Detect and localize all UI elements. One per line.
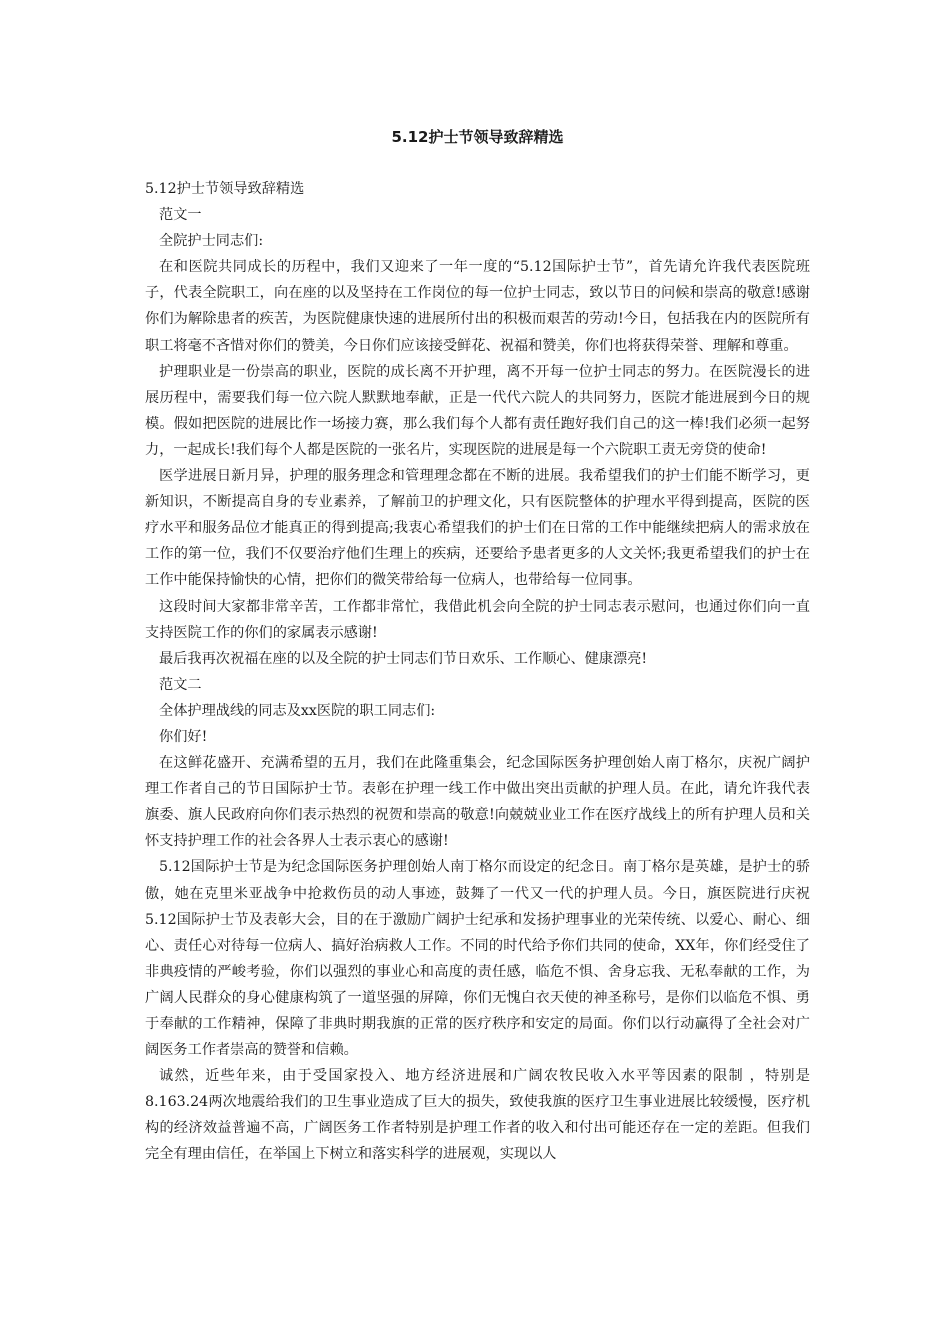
section-heading-2: 范文二 xyxy=(159,676,202,693)
greeting: 你们好! xyxy=(159,728,208,745)
paragraph: 在这鲜花盛开、充满希望的五月，我们在此隆重集会，纪念国际医务护理创始人南丁格尔，庆祝广阔护理工作者自己的节日国际护士节。表彰在护理一线工作中做出突出贡献的护理人员。在此，请允许我代表旗委、旗人民政府向你们表示热烈的祝贺和崇高的敬意!向兢兢业业工作在医疗战线上的所有护理人员和关怀支持护理工作的社会各界人士表示衷心的感谢! xyxy=(145,755,810,850)
document-subtitle: 5.12护士节领导致辞精选 xyxy=(145,181,305,197)
salutation-1: 全院护士同志们: xyxy=(159,233,264,250)
document-body xyxy=(145,176,810,1168)
paragraph: 5.12国际护士节是为纪念国际医务护理创始人南丁格尔而设定的纪念日。南丁格尔是英雄，是护士的骄傲，她在克里米亚战争中抢救伤员的动人事迹，鼓舞了一代又一代的护理人员。今日，旗医院进行庆祝5.12国际护士节及表彰大会，目的在于激励广阔护士纪承和发扬护理事业的光荣传统、以爱心、耐心、细心、责任心对待每一位病人、搞好治病救人工作。不同的时代给予你们共同的使命，XX年，你们经受住了非典疫情的严峻考验，你们以强烈的事业心和高度的责任感，临危不惧、舍身忘我、无私奉献的工作，为广阔人民群众的身心健康构筑了一道坚强的屏障，你们无愧白衣天使的神圣称号，是你们以临危不惧、勇于奉献的工作精神，保障了非典时期我旗的正常的医疗秩序和安定的局面。你们以行动赢得了全社会对广阔医务工作者崇高的赞誉和信赖。 xyxy=(145,859,810,1059)
document-title: 5.12护士节领导致辞精选 xyxy=(391,128,564,146)
paragraph: 最后我再次祝福在座的以及全院的护士同志们节日欢乐、工作顺心、健康漂亮! xyxy=(159,650,648,667)
paragraph: 护理职业是一份崇高的职业，医院的成长离不开护理，离不开每一位护士同志的努力。在医院漫长的进展历程中，需要我们每一位六院人默默地奉献，正是一代代六院人的共同努力，医院才能进展到今日的规模。假如把医院的进展比作一场接力赛，那么我们每个人都有责任跑好我们自己的这一棒!我们必须一起努力，一起成长!我们每个人都是医院的一张名片，实现医院的进展是每一个六院职工责无旁贷的使命! xyxy=(145,363,810,458)
paragraph: 医学进展日新月异，护理的服务理念和管理理念都在不断的进展。我希望我们的护士们能不断学习，更新知识，不断提高自身的专业素养，了解前卫的护理文化，只有医院整体的护理水平得到提高，医院的医疗水平和服务品位才能真正的得到提高;我衷心希望我们的护士们在日常的工作中能继续把病人的需求放在工作的第一位，我们不仅要治疗他们生理上的疾病，还要给予患者更多的人文关怀;我更希望我们的护士在工作中能保持愉快的心情，把你们的微笑带给每一位病人，也带给每一位同事。 xyxy=(145,468,810,589)
salutation-2: 全体护理战线的同志及xx医院的职工同志们: xyxy=(159,702,436,719)
paragraph: 诚然，近些年来，由于受国家投入、地方经济进展和广阔农牧民收入水平等因素的限制 ，特别是8.163.24两次地震给我们的卫生事业造成了巨大的损失，致使我旗的医疗卫生事业进展比较缓慢，医疗机构的经济效益普遍不高，广阔医务工作者特别是护理工作者的收入和付出可能还存在一定的差距。但我们完全有理由信任，在举国上下树立和落实科学的进展观，实现以人 xyxy=(145,1068,810,1163)
paragraph: 这段时间大家都非常辛苦，工作都非常忙，我借此机会向全院的护士同志表示慰问，也通过你们向一直支持医院工作的你们的家属表示感谢! xyxy=(145,598,810,641)
section-heading-1: 范文一 xyxy=(159,207,202,224)
paragraph: 在和医院共同成长的历程中，我们又迎来了一年一度的“5.12国际护士节”，首先请允许我代表医院班子，代表全院职工，向在座的以及坚持在工作岗位的每一位护士同志，致以节日的问候和崇高的敬意!感谢你们为解除患者的疾苦，为医院健康快速的进展所付出的积极而艰苦的劳动!今日，包括我在内的医院所有职工将毫不吝惜对你们的赞美，今日你们应该接受鲜花、祝福和赞美，你们也将获得荣誉、理解和尊重。 xyxy=(145,259,810,354)
